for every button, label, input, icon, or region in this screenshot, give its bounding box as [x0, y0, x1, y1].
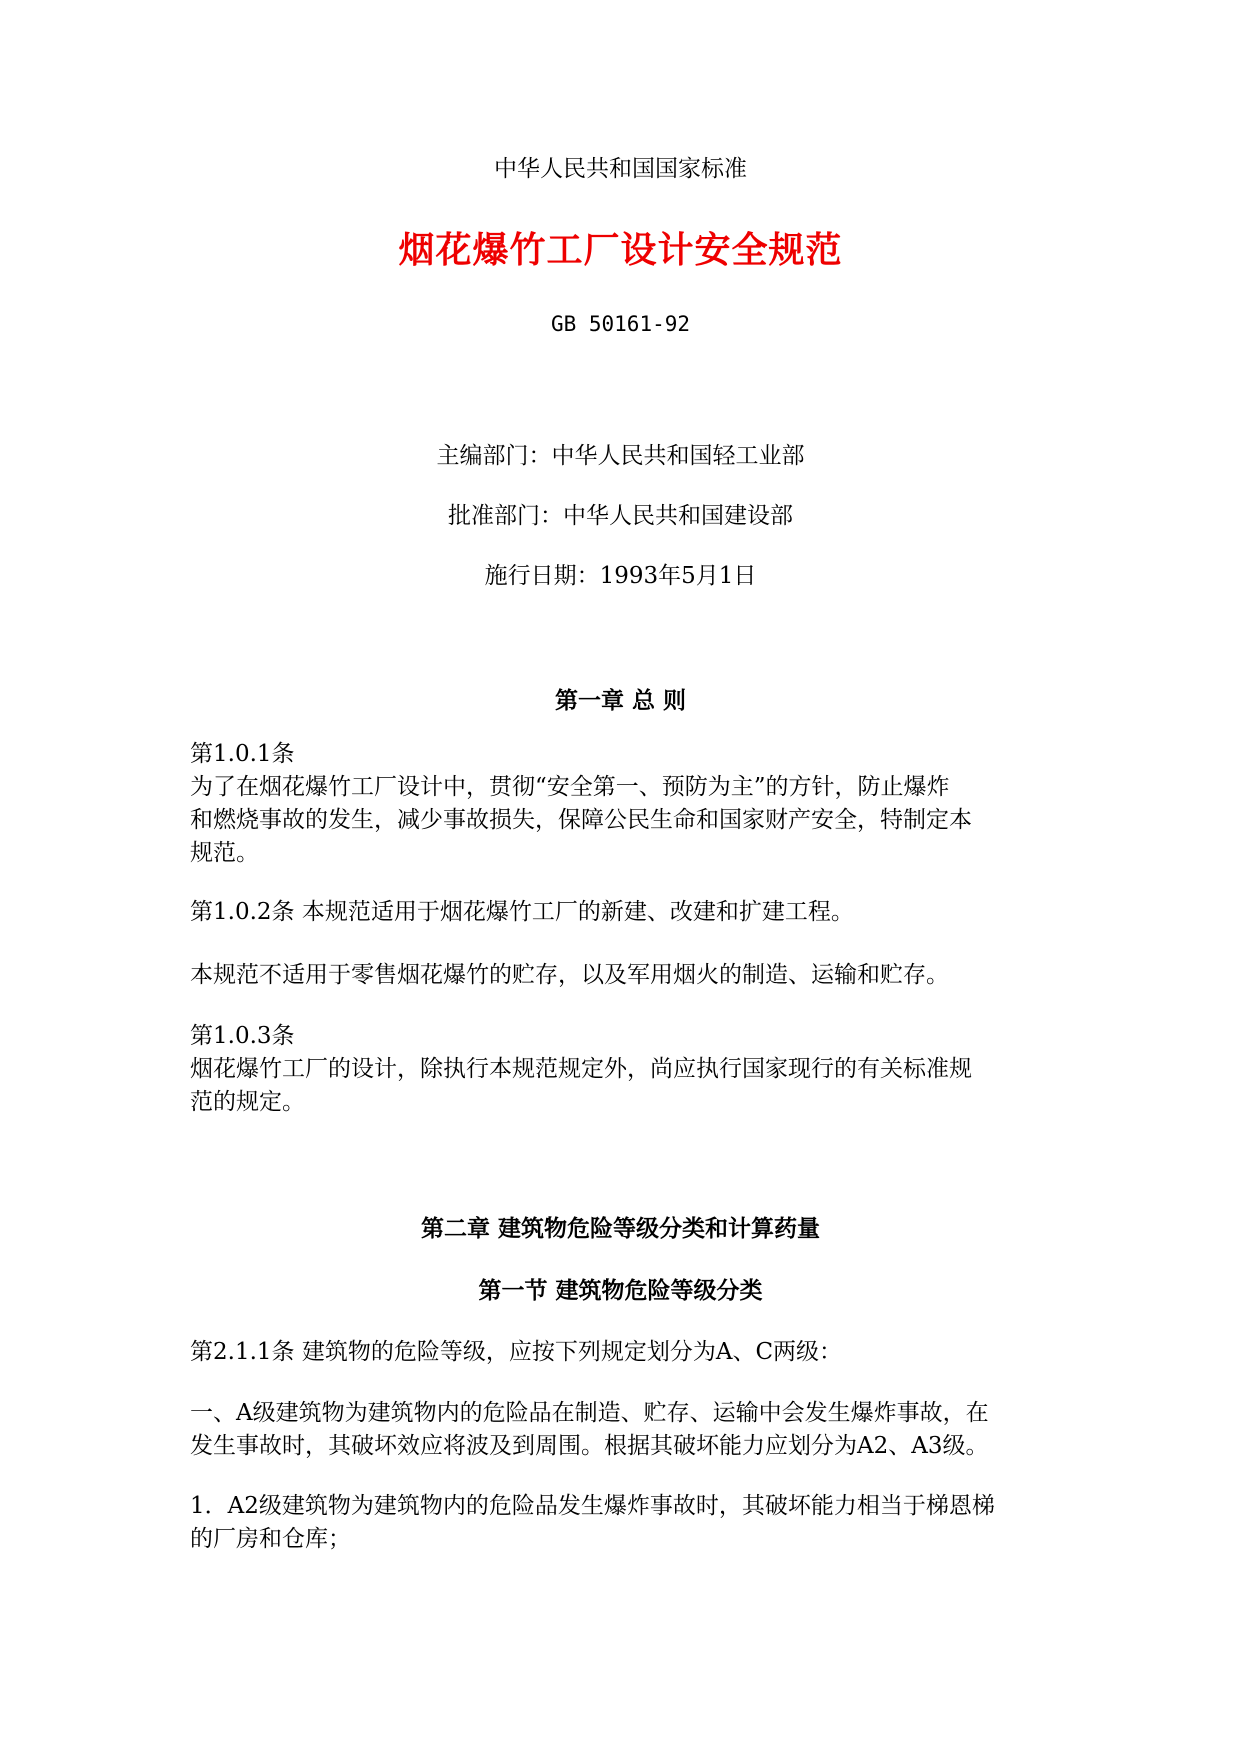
document-subtitle: 中华人民共和国国家标准 — [494, 156, 747, 182]
article-1-0-3 — [190, 1020, 1055, 1119]
article-label: 第1.0.3条 — [190, 1023, 295, 1049]
article-line: 发生事故时，其破坏效应将波及到周围。根据其破坏能力应划分为A2、A3级。 — [190, 1433, 989, 1459]
article-2-1-1-subitem-1 — [190, 1490, 1055, 1556]
article-label: 第1.0.1条 — [190, 741, 295, 767]
article-line: 烟花爆竹工厂的设计，除执行本规范规定外，尚应执行国家现行的有关标准规 — [190, 1056, 972, 1082]
article-2-1-1 — [190, 1336, 1055, 1369]
document-title: 烟花爆竹工厂设计安全规范 — [398, 229, 843, 271]
article-line: 第2.1.1条 建筑物的危险等级，应按下列规定划分为A、C两级： — [190, 1339, 843, 1365]
article-line: 1．A2级建筑物为建筑物内的危险品发生爆炸事故时，其破坏能力相当于梯恩梯 — [190, 1493, 995, 1519]
effective-date: 施行日期：1993年5月1日 — [484, 563, 757, 589]
article-line: 本规范不适用于零售烟花爆竹的贮存，以及军用烟火的制造、运输和贮存。 — [190, 962, 949, 988]
article-line: 为了在烟花爆竹工厂设计中，贯彻“安全第一、预防为主”的方针，防止爆炸 — [190, 774, 950, 800]
article-1-0-2 — [190, 896, 1055, 929]
article-line: 第1.0.2条 本规范适用于烟花爆竹工厂的新建、改建和扩建工程。 — [190, 899, 854, 925]
chapter-1-heading: 第一章 总 则 — [554, 687, 686, 714]
article-2-1-1-item-1 — [190, 1397, 1055, 1463]
section-1-heading: 第一节 建筑物危险等级分类 — [478, 1277, 763, 1304]
editor-department: 主编部门：中华人民共和国轻工业部 — [436, 443, 805, 469]
standard-code: GB 50161-92 — [550, 312, 691, 336]
article-line: 的厂房和仓库； — [190, 1526, 351, 1552]
approver-department: 批准部门：中华人民共和国建设部 — [448, 503, 793, 529]
article-line: 范的规定。 — [190, 1089, 305, 1115]
article-1-0-2-exclusion — [190, 959, 1055, 992]
article-line: 规范。 — [190, 840, 259, 866]
article-line: 一、A级建筑物为建筑物内的危险品在制造、贮存、运输中会发生爆炸事故，在 — [190, 1400, 989, 1426]
chapter-2-heading: 第二章 建筑物危险等级分类和计算药量 — [420, 1215, 820, 1242]
article-1-0-1 — [190, 738, 1055, 870]
article-line: 和燃烧事故的发生，减少事故损失，保障公民生命和国家财产安全，特制定本 — [190, 807, 972, 833]
